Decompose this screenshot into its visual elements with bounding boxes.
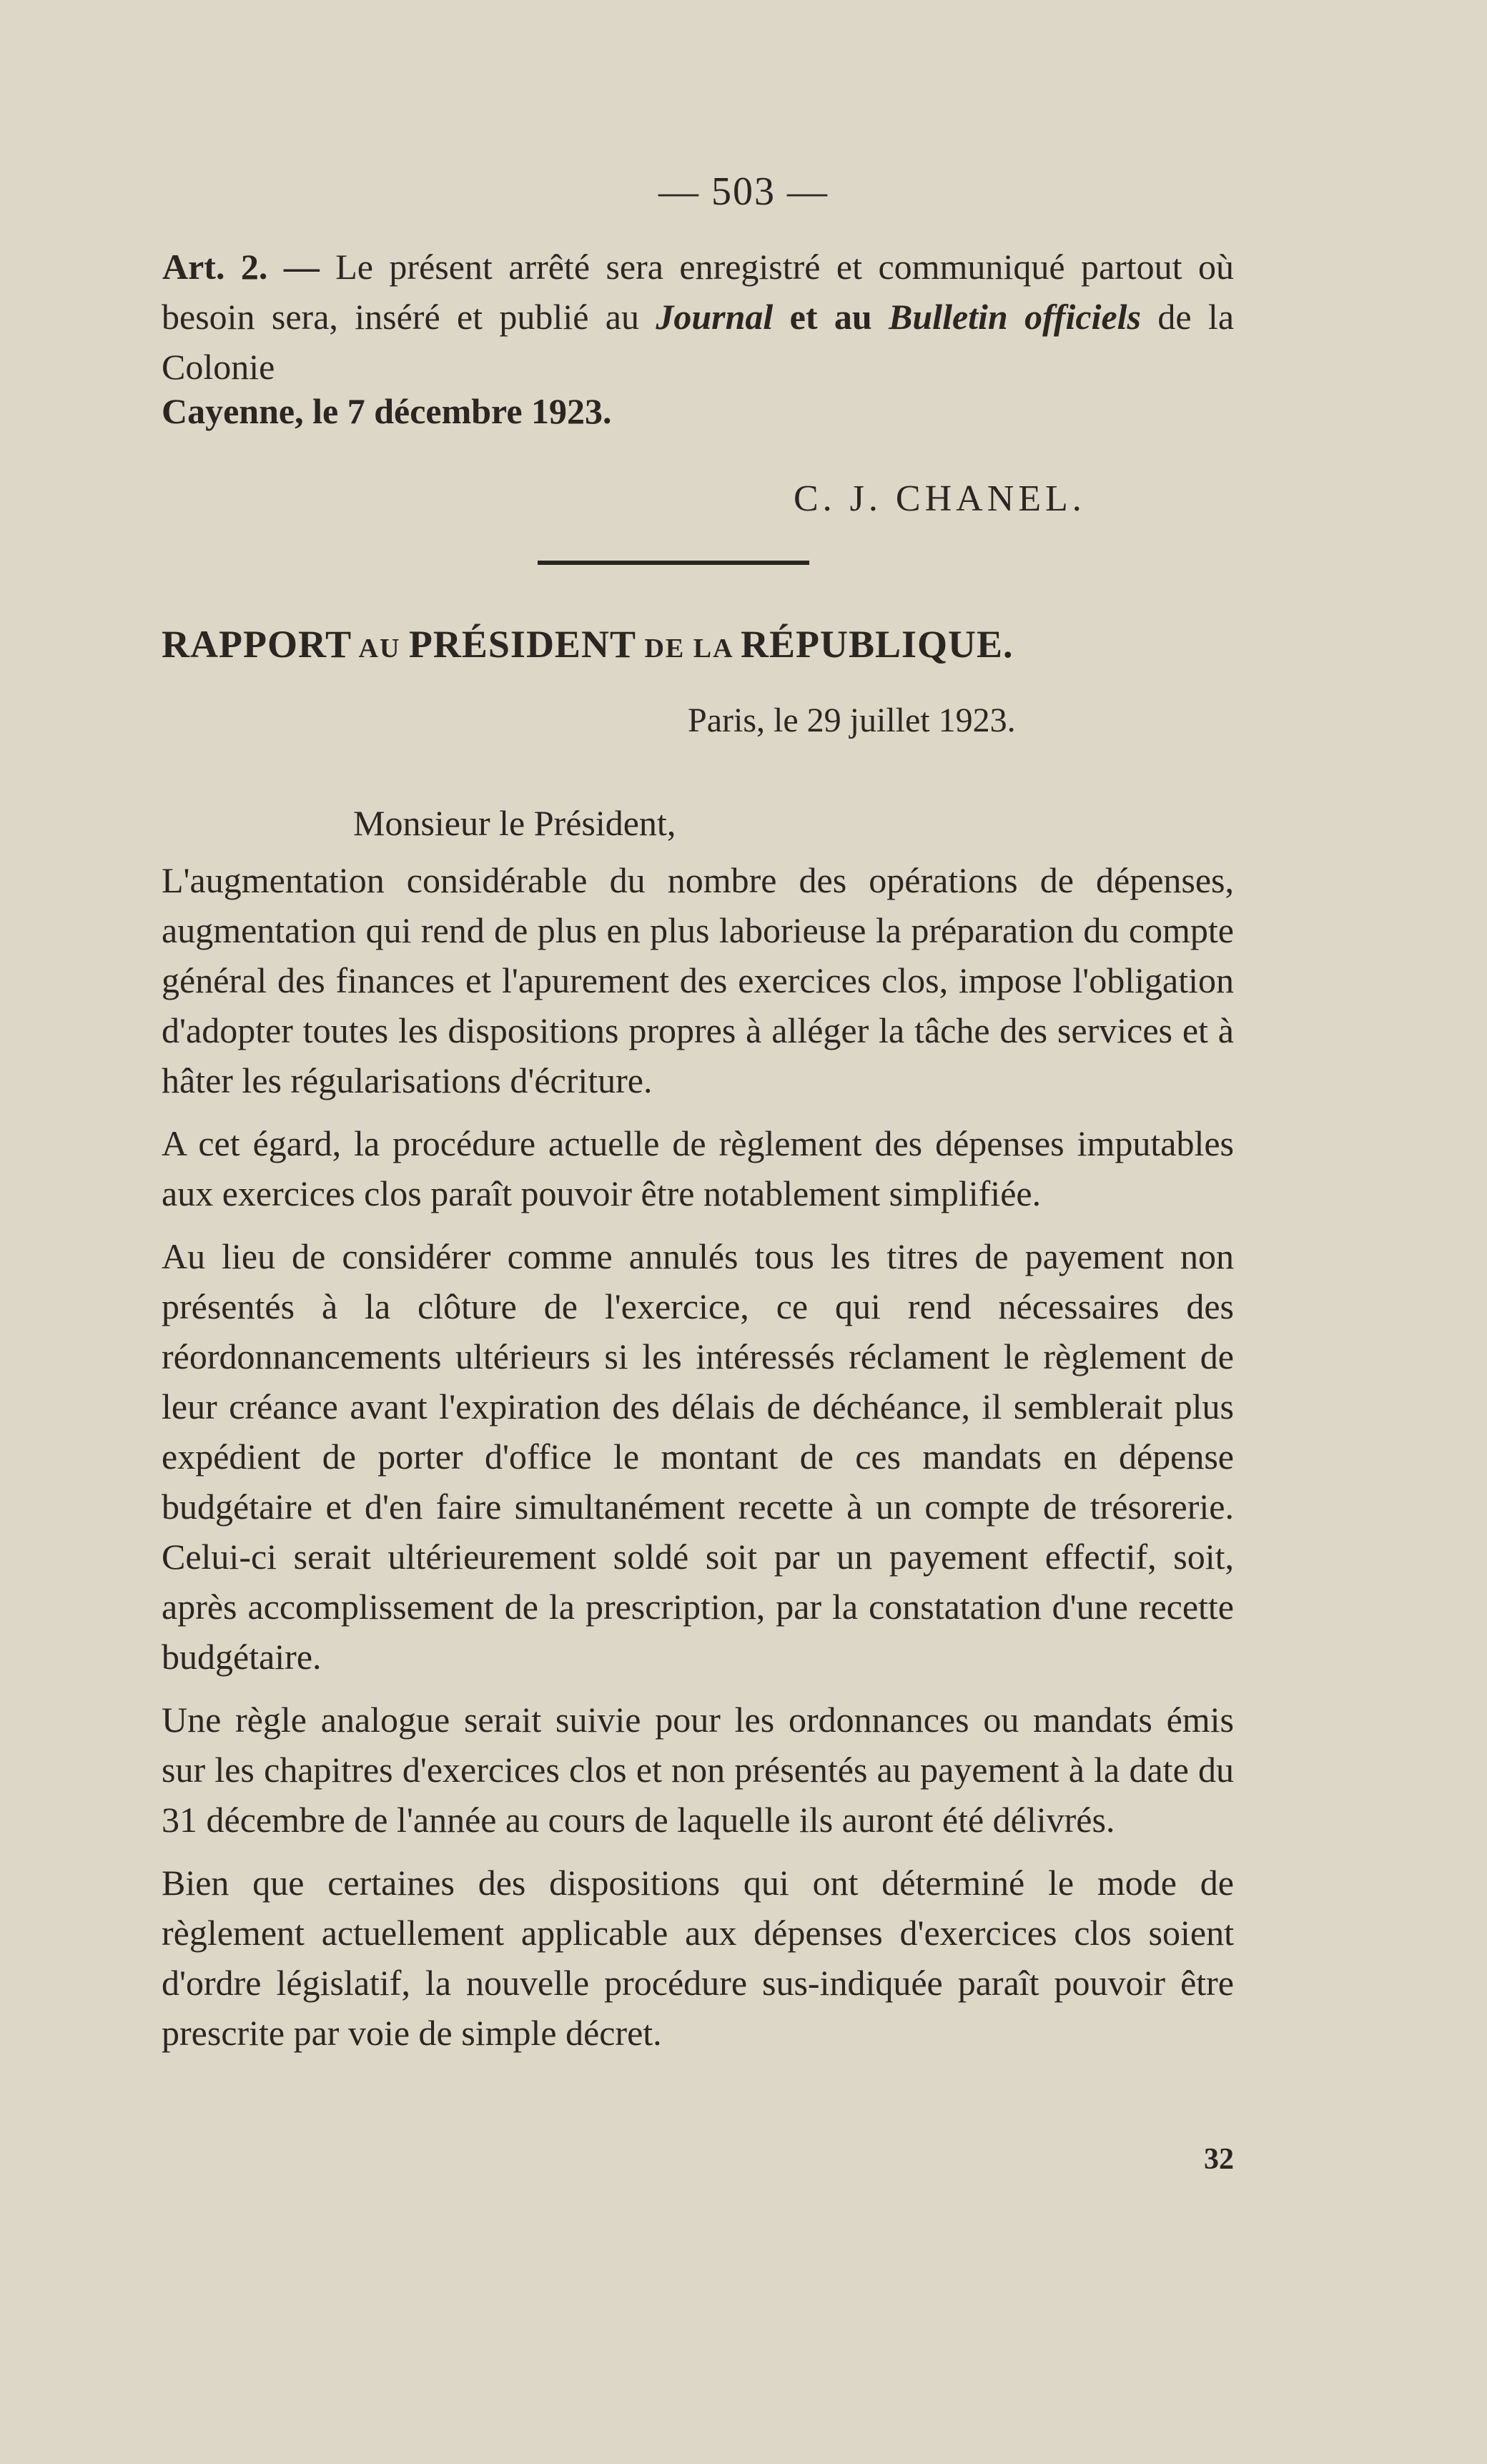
report-title-word-2: AU xyxy=(352,634,409,664)
report-body xyxy=(162,855,1234,2062)
report-title-word-3: PRÉSIDENT xyxy=(408,623,636,666)
sheet-number: 32 xyxy=(1204,2143,1234,2176)
body-paragraph: A cet égard, la procédure actuelle de règlement des dépenses imputables aux exercices clos paraît pouvoir être notablement simplifiée. xyxy=(162,1123,1234,1213)
report-title-word-5: RÉPUBLIQUE. xyxy=(740,623,1014,666)
report-title xyxy=(162,622,1014,666)
report-title-word-4: DE LA xyxy=(636,634,741,664)
body-paragraph: Bien que certaines des dispositions qui ont déterminé le mode de règlement actuellement applicable aux dépenses d'exercices clos soient d'ordre législatif, la nouvelle procédure sus-indiquée paraît pouvoir être prescrite par voie de simple décret. xyxy=(162,1863,1234,2053)
journal-word: Journal xyxy=(656,297,774,337)
report-place-date: Paris, le 29 juillet 1923. xyxy=(688,701,1016,739)
article-label: Art. 2. — xyxy=(162,247,320,287)
section-divider xyxy=(538,561,809,565)
body-paragraph: L'augmentation considérable du nombre des opérations de dépenses, augmentation qui rend de plus en plus laborieuse la préparation du compte général des finances et l'apurement des exercices clos, impose l'obligation d'adopter toutes les dispositions propres à alléger la tâche des services et à hâter les régularisations d'écriture. xyxy=(162,860,1234,1100)
report-title-word-1: RAPPORT xyxy=(162,623,352,666)
article-text-part-3: de la Colonie xyxy=(162,297,1235,387)
body-paragraph: Au lieu de considérer comme annulés tous les titres de payement non présentés à la clôture de l'exercice, ce qui rend nécessaires des réordonnancements ultérieurs si les intéressés réclament le règlement de leur créance avant l'expiration des délais de déchéance, il semblerait plus expédient de porter d'office le montant de ces mandats en dépense budgétaire et d'en faire simultanément recette à un compte de trésorerie. Celui-ci serait ultérieurement soldé soit par un payement effectif, soit, après accomplissement de la prescription, par la constatation d'une recette budgétaire. xyxy=(162,1236,1234,1677)
article-text-part-2: et au xyxy=(773,297,889,337)
bulletin-words: Bulletin officiels xyxy=(889,297,1142,337)
article-2-paragraph xyxy=(162,242,1234,392)
decree-date: Cayenne, le 7 décembre 1923. xyxy=(162,391,612,431)
signature: C. J. CHANEL. xyxy=(794,478,1086,519)
article-text-part-1: Le présent arrêté sera enregistré et communiqué partout où besoin sera, inséré et publié au xyxy=(162,247,1234,337)
body-paragraph: Une règle analogue serait suivie pour les ordonnances ou mandats émis sur les chapitres d'exercices clos et non présentés au payement à la date du 31 décembre de l'année au cours de laquelle ils auront été délivrés. xyxy=(162,1700,1234,1840)
salutation: Monsieur le Président, xyxy=(353,803,676,843)
page-number: — 503 — xyxy=(658,169,829,214)
article-2-text xyxy=(162,242,1234,392)
